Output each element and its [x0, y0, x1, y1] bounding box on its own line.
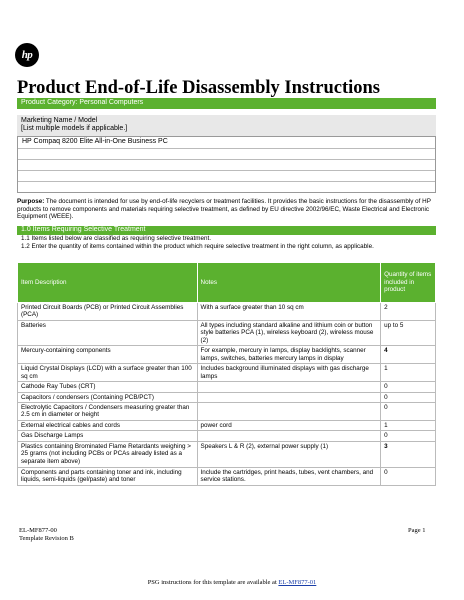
footer-template-info [19, 527, 74, 543]
section-heading-label: 1.0 Items Requiring Selective Treatment [21, 226, 146, 233]
quantity-cell: up to 5 [381, 321, 436, 346]
model-row [18, 148, 435, 159]
quantity-cell: 3 [381, 441, 436, 467]
model-row: HP Compaq 8200 Elite All-in-One Business PC [22, 138, 168, 145]
table-row [18, 321, 436, 346]
marketing-name-header [17, 115, 436, 136]
item-description-cell: Components and parts containing toner and ink, including liquids, semi-liquids (gel/paste) and toner [18, 467, 198, 485]
marketing-name-hint: [List multiple models if applicable.] [21, 125, 128, 132]
intro-line-1: 1.1 Items listed below are classified as requiring selective treatment. [21, 235, 212, 242]
notes-cell: power cord [197, 421, 381, 431]
item-description-cell: Mercury-containing components [18, 346, 198, 364]
psg-text: PSG instructions for this template are available at [147, 579, 279, 586]
table-row [18, 403, 436, 421]
notes-cell: Includes background illuminated displays with gas discharge lamps [197, 364, 381, 382]
quantity-cell: 4 [381, 346, 436, 364]
item-description-cell: Printed Circuit Boards (PCB) or Printed Circuit Assemblies (PCA) [18, 303, 198, 321]
item-description-cell: Electrolytic Capacitors / Condensers measuring greater than 2.5 cm in diameter or height [18, 403, 198, 421]
model-row [18, 181, 435, 192]
notes-cell: For example, mercury in lamps, display backlights, scanner lamps, switches, batteries mercury lamps in display [197, 346, 381, 364]
quantity-cell: 2 [381, 303, 436, 321]
table-body [18, 303, 436, 486]
hp-logo: hp [15, 43, 39, 67]
item-description-cell: External electrical cables and cords [18, 421, 198, 431]
quantity-cell: 0 [381, 431, 436, 441]
table-row [18, 467, 436, 485]
table-header-row [18, 263, 436, 303]
item-description-cell: Plastics containing Brominated Flame Retardants weighing > 25 grams (not including PCBs or PCAs already listed as a separate item above) [18, 441, 198, 467]
page-title: Product End-of-Life Disassembly Instructions [17, 78, 380, 98]
footer-page-number: Page 1 [408, 527, 426, 534]
table-row [18, 421, 436, 431]
selective-treatment-table [17, 262, 436, 486]
notes-cell [197, 382, 381, 392]
item-description-cell: Batteries [18, 321, 198, 346]
item-description-cell: Cathode Ray Tubes (CRT) [18, 382, 198, 392]
table-row [18, 346, 436, 364]
footer-template-revision: Template Revision B [19, 535, 74, 542]
quantity-cell: 0 [381, 382, 436, 392]
quantity-cell: 1 [381, 364, 436, 382]
table-row [18, 392, 436, 402]
item-description-cell: Capacitors / condensers (Containing PCB/PCT) [18, 392, 198, 402]
notes-cell: All types including standard alkaline and lithium coin or button style batteries PCA (1), wireless keyboard (2), wireless mouse (2) [197, 321, 381, 346]
notes-cell [197, 431, 381, 441]
section-intro [17, 235, 436, 250]
item-description-cell: Liquid Crystal Displays (LCD) with a surface greater than 100 sq cm [18, 364, 198, 382]
notes-cell [197, 403, 381, 421]
quantity-cell: 0 [381, 403, 436, 421]
purpose-text: The document is intended for use by end-of-life recyclers or treatment facilities. It provides the basic instructions for the disassembly of HP products to remove components and materials requiring selective treatment, as defined by EU directive 2002/96/EC, Waste Electrical and Electronic Equipment (WEEE). [17, 198, 431, 221]
table-row [18, 431, 436, 441]
notes-cell: With a surface greater than 10 sq cm [197, 303, 381, 321]
model-row [18, 159, 435, 170]
quantity-cell: 0 [381, 467, 436, 485]
product-category-header [17, 98, 436, 109]
psg-instructions-note [0, 579, 464, 586]
table-row [18, 303, 436, 321]
section-heading [17, 226, 436, 235]
notes-cell [197, 392, 381, 402]
intro-line-2: 1.2 Enter the quantity of items contained within the product which require selective treatment in the right column, as applicable. [21, 242, 374, 250]
marketing-name-label: Marketing Name / Model [21, 117, 98, 124]
product-category-label: Product Category: Personal Computers [21, 99, 144, 106]
purpose-paragraph [17, 198, 441, 221]
header-notes: Notes [197, 263, 381, 303]
model-row [18, 170, 435, 181]
table-row [18, 364, 436, 382]
table-row [18, 441, 436, 467]
header-item-description: Item Description [18, 263, 198, 303]
marketing-model-list [17, 136, 436, 193]
notes-cell: Speakers L & R (2), external power supply (1) [197, 441, 381, 467]
item-description-cell: Gas Discharge Lamps [18, 431, 198, 441]
header-quantity: Quantity of items included in product [381, 263, 436, 303]
table-row [18, 382, 436, 392]
quantity-cell: 1 [381, 421, 436, 431]
footer-code: EL-MF877-00 [19, 527, 57, 534]
purpose-label: Purpose: [17, 198, 45, 205]
psg-link[interactable]: EL-MF877-01 [278, 579, 317, 586]
notes-cell: Include the cartridges, print heads, tubes, vent chambers, and service stations. [197, 467, 381, 485]
quantity-cell: 0 [381, 392, 436, 402]
